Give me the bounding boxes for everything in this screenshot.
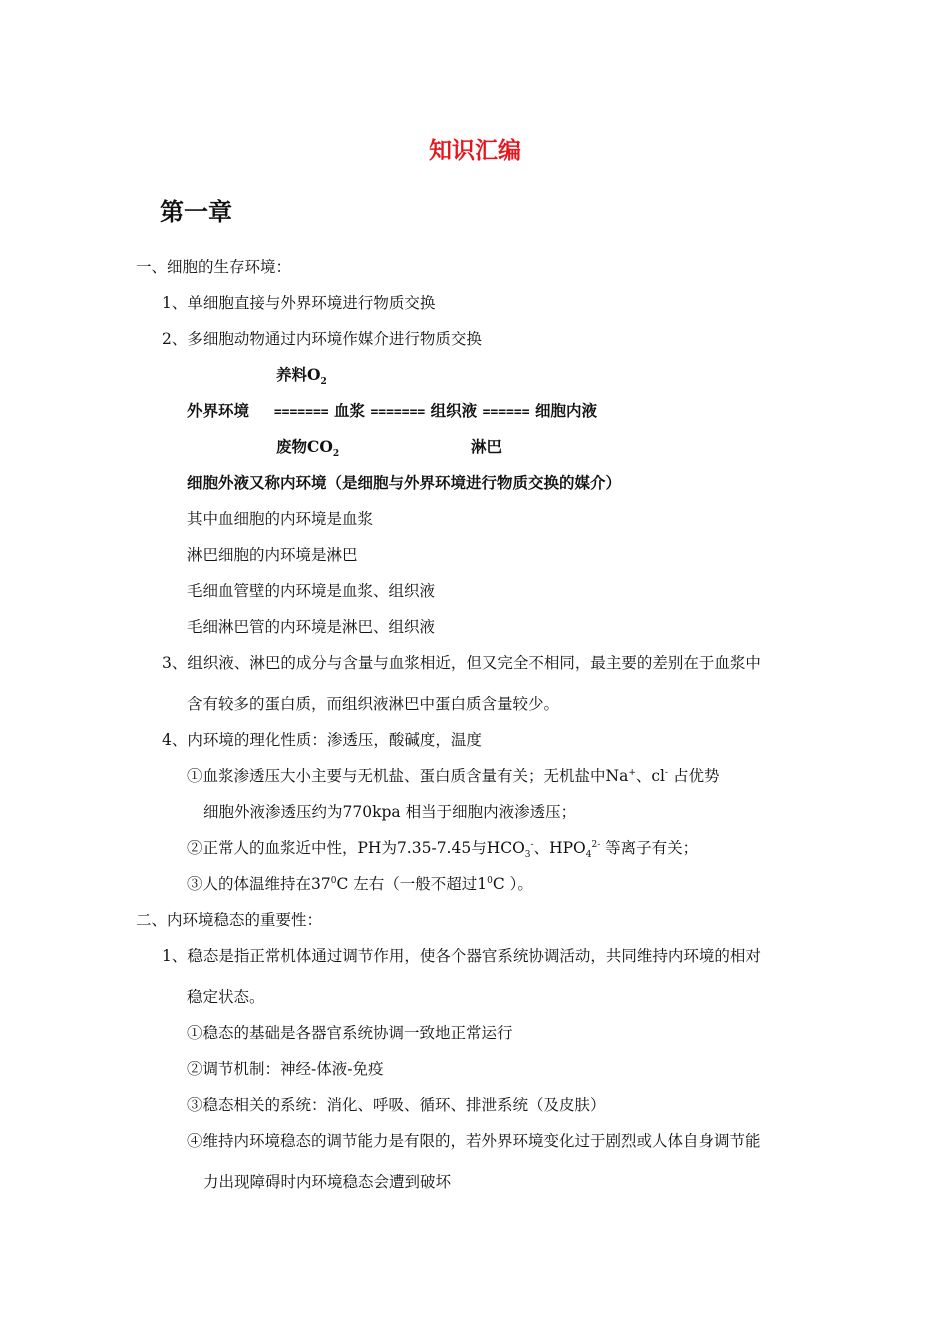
diagram-nutrient-label: 养料$O_2$: [276, 365, 327, 387]
property-osmotic: ①血浆渗透压大小主要与无机盐、蛋白质含量有关；无机盐中Na+、cl- 占优势: [187, 767, 720, 785]
chapter-heading: 第一章: [160, 197, 232, 226]
paragraph-homeostasis: 1、稳态是指正常机体通过调节作用，使各个器官系统协调活动，共同维持内环境的相对: [162, 947, 761, 965]
homeostasis-item: ②调节机制：神经-体液-免疫: [187, 1060, 384, 1078]
paragraph-2: 2、多细胞动物通过内环境作媒介进行物质交换: [162, 330, 482, 348]
example-line: 毛细淋巴管的内环境是淋巴、组织液: [187, 618, 436, 636]
diagram-lymph: 淋巴: [471, 437, 503, 456]
paragraph-3-cont: 含有较多的蛋白质，而组织液淋巴中蛋白质含量较少。: [187, 695, 560, 713]
property-osmotic-cont: 细胞外液渗透压约为770kpa 相当于细胞内液渗透压；: [203, 803, 577, 821]
homeostasis-item: ①稳态的基础是各器官系统协调一致地正常运行: [187, 1024, 513, 1042]
diagram-intracellular-fluid: 细胞内液: [534, 401, 597, 420]
property-temperature: ③人的体温维持在$37^0C$ 左右（一般不超过$1^0C$ ）。: [187, 875, 533, 893]
diagram-outer-environment: 外界环境: [187, 401, 250, 420]
homeostasis-item-cont: 力出现障碍时内环境稳态会遭到破坏: [203, 1173, 452, 1191]
diagram-plasma: 血浆: [334, 401, 366, 420]
diagram-arrow: =======: [273, 405, 329, 420]
section-2-heading: 二、内环境稳态的重要性：: [136, 911, 323, 929]
homeostasis-item: ④维持内环境稳态的调节能力是有限的，若外界环境变化过于剧烈或人体自身调节能: [187, 1132, 761, 1150]
paragraph-homeostasis-cont: 稳定状态。: [187, 988, 265, 1006]
diagram-arrow: ======: [482, 405, 530, 420]
example-line: 淋巴细胞的内环境是淋巴: [187, 546, 358, 564]
document-title: 知识汇编: [429, 138, 521, 164]
diagram-tissue-fluid: 组织液: [430, 401, 478, 420]
paragraph-1: 1、单细胞直接与外界环境进行物质交换: [162, 294, 436, 312]
paragraph-4: 4、内环境的理化性质：渗透压，酸碱度，温度: [162, 731, 482, 749]
example-line: 其中血细胞的内环境是血浆: [187, 510, 374, 528]
example-line: 毛细血管壁的内环境是血浆、组织液: [187, 582, 436, 600]
property-ph: ②正常人的血浆近中性，PH为7.35-7.45与$HCO_3^-$、$HPO_4^{2-}$ 等离子有关；: [187, 839, 699, 860]
diagram-waste-label: 废物$CO_2$: [276, 437, 340, 459]
definition-line: 细胞外液又称内环境（是细胞与外界环境进行物质交换的媒介）: [187, 473, 622, 492]
homeostasis-item: ③稳态相关的系统：消化、呼吸、循环、排泄系统（及皮肤）: [187, 1096, 606, 1114]
diagram-exchange-row: [187, 401, 597, 423]
section-1-heading: 一、细胞的生存环境：: [136, 258, 292, 276]
diagram-arrow: =======: [370, 405, 426, 420]
paragraph-3: 3、组织液、淋巴的成分与含量与血浆相近，但又完全不相同，最主要的差别在于血浆中: [162, 654, 761, 672]
